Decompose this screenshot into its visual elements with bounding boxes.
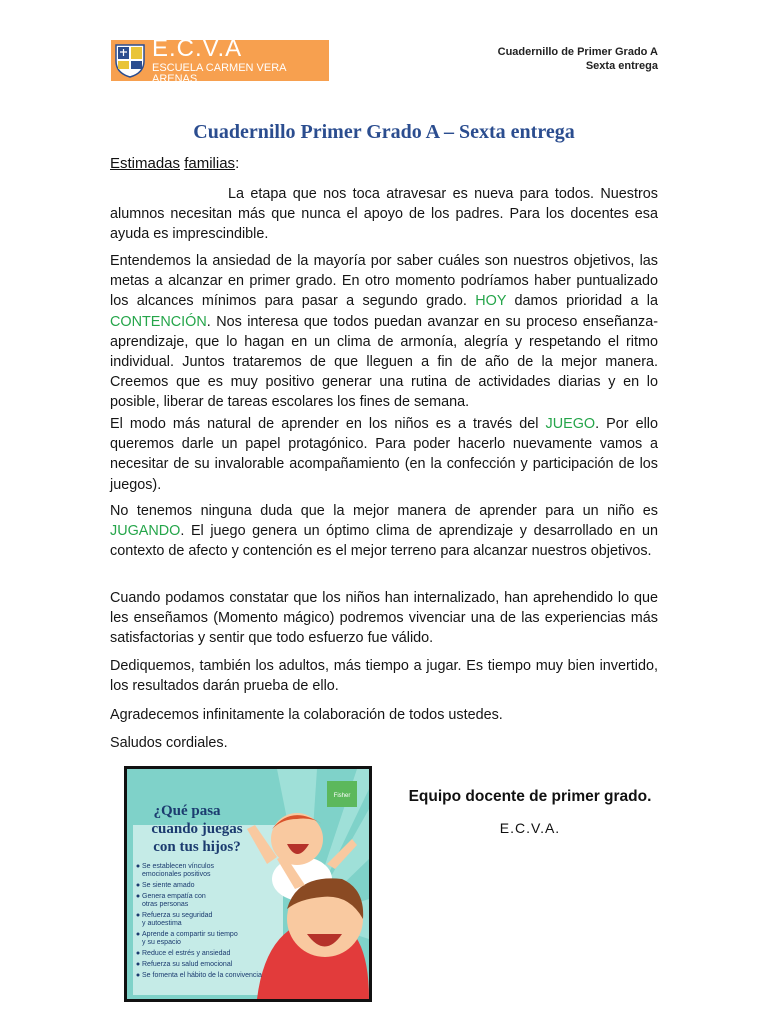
poster-badge-label: Fisher — [333, 793, 351, 799]
bullet-dot — [137, 933, 140, 936]
bullet-dot — [137, 952, 140, 955]
poster-bullet-5: Aprende a compartir su tiempo — [142, 931, 238, 938]
poster-bullet-8: Se fomenta el hábito de la convivencia — [142, 972, 262, 979]
paragraph-1: La etapa que nos toca atravesar es nueva para todos. Nuestros alumnos necesitan más que nunca el apoyo de los padres. Para los docentes esa ayuda es imprescindible. — [110, 186, 658, 243]
p3-text-b: . Por ello queremos darle un papel protagónico. Para poder hacerlo nuevamente vamos a necesitar de su invalorable acompañamiento (en la confección y participación de los juegos). — [110, 416, 659, 493]
p2-text-b: damos prioridad a la — [506, 293, 659, 310]
salutation — [110, 155, 239, 172]
highlight-contencion: CONTENCIÓN — [110, 313, 207, 330]
logo-title: E.C.V.A — [152, 34, 243, 62]
school-shield-icon — [114, 43, 146, 78]
header-info — [498, 45, 658, 73]
poster-bullet-6: Reduce el estrés y ansiedad — [142, 950, 231, 957]
poster-title-line-1: ¿Qué pasa — [153, 803, 221, 819]
poster-illustration — [127, 769, 369, 999]
poster-bullet-1: Se establecen vínculos — [142, 863, 214, 870]
paragraph-2 — [110, 251, 658, 413]
poster-bullet-4b: y autoestima — [142, 920, 182, 927]
paragraph-4 — [110, 501, 658, 562]
bullet-dot — [137, 895, 140, 898]
poster-title-line-3: con tus hijos? — [153, 839, 241, 855]
poster-image — [124, 766, 372, 1002]
highlight-hoy: HOY — [475, 293, 507, 310]
document-title: Cuadernillo Primer Grado A – Sexta entrega — [193, 121, 575, 143]
salutation-word-2: familias — [184, 155, 236, 172]
bullet-dot — [137, 865, 140, 868]
poster-bullet-3: Genera empatía con — [142, 893, 206, 900]
bullet-dot — [137, 974, 140, 977]
logo-text — [152, 34, 329, 85]
salutation-word-1: Estimadas — [110, 155, 181, 172]
highlight-jugando: JUGANDO — [110, 523, 181, 540]
highlight-juego: JUEGO — [545, 416, 596, 432]
signature-team: Equipo docente de primer grado. — [408, 788, 652, 805]
paragraph-7: Agradecemos infinitamente la colaboración de todos ustedes. — [110, 707, 503, 723]
poster-bullet-5b: y su espacio — [142, 939, 181, 946]
p4-text-b: . El juego genera un óptimo clima de aprendizaje y desarrollado en un contexto de afecto y contención es el mejor terreno para alcanzar nuestros objetivos. — [110, 523, 658, 560]
poster-bullet-1b: emocionales positivos — [142, 871, 211, 878]
poster-title-line-2: cuando juegas — [151, 821, 243, 837]
paragraph-3 — [110, 414, 658, 495]
bullet-dot — [137, 914, 140, 917]
p4-text-a: No tenemos ninguna duda que la mejor manera de aprender para un niño es — [110, 503, 658, 519]
p2-text-a: Entendemos la ansiedad de la mayoría por saber cuáles son nuestros objetivos, las metas a alcanzar en primer grado. En otro momento podríamos haber puntualizado los alcances mínimos para pasar a segundo grado. — [110, 253, 658, 310]
paragraph-8: Saludos cordiales. — [110, 735, 228, 751]
paragraph-5: Cuando podamos constatar que los niños han internalizado, han aprehendido lo que les enseñamos (Momento mágico) podremos vivenciar una de las experiencias más satisfactorias y sentir que todo esfuerzo fue válido. — [110, 590, 658, 647]
logo-subtitle: ESCUELA CARMEN VERA ARENAS — [152, 61, 286, 85]
p3-text-a: El modo más natural de aprender en los niños es a través del — [110, 416, 546, 432]
poster-bullet-2: Se siente amado — [142, 882, 195, 889]
p2-text-c: . Nos interesa que todos puedan avanzar en su proceso enseñanza-aprendizaje, que lo hagan en un clima de armonía, alegría y respetando el ritmo individual. Juntos trataremos de que lleguen a fin de año de la mejor manera. Creemos que es muy positivo generar una rutina de actividades diarias y en lo posible, liberar de tareas escolares los fines de semana. — [110, 313, 658, 411]
salutation-colon: : — [235, 155, 240, 172]
poster-bullet-4: Refuerza su seguridad — [142, 912, 213, 919]
poster-bullet-3b: otras personas — [142, 901, 189, 908]
signature-school: E.C.V.A. — [499, 820, 561, 836]
poster-bullet-7: Refuerza su salud emocional — [142, 961, 233, 968]
header-line-2: Sexta entrega — [585, 60, 658, 72]
header-line-1: Cuadernillo de Primer Grado A — [497, 46, 658, 58]
bullet-dot — [137, 884, 140, 887]
school-logo — [111, 34, 329, 85]
paragraph-6: Dediquemos, también los adultos, más tiempo a jugar. Es tiempo muy bien invertido, los resultados darán prueba de ello. — [110, 658, 658, 695]
bullet-dot — [137, 963, 140, 966]
